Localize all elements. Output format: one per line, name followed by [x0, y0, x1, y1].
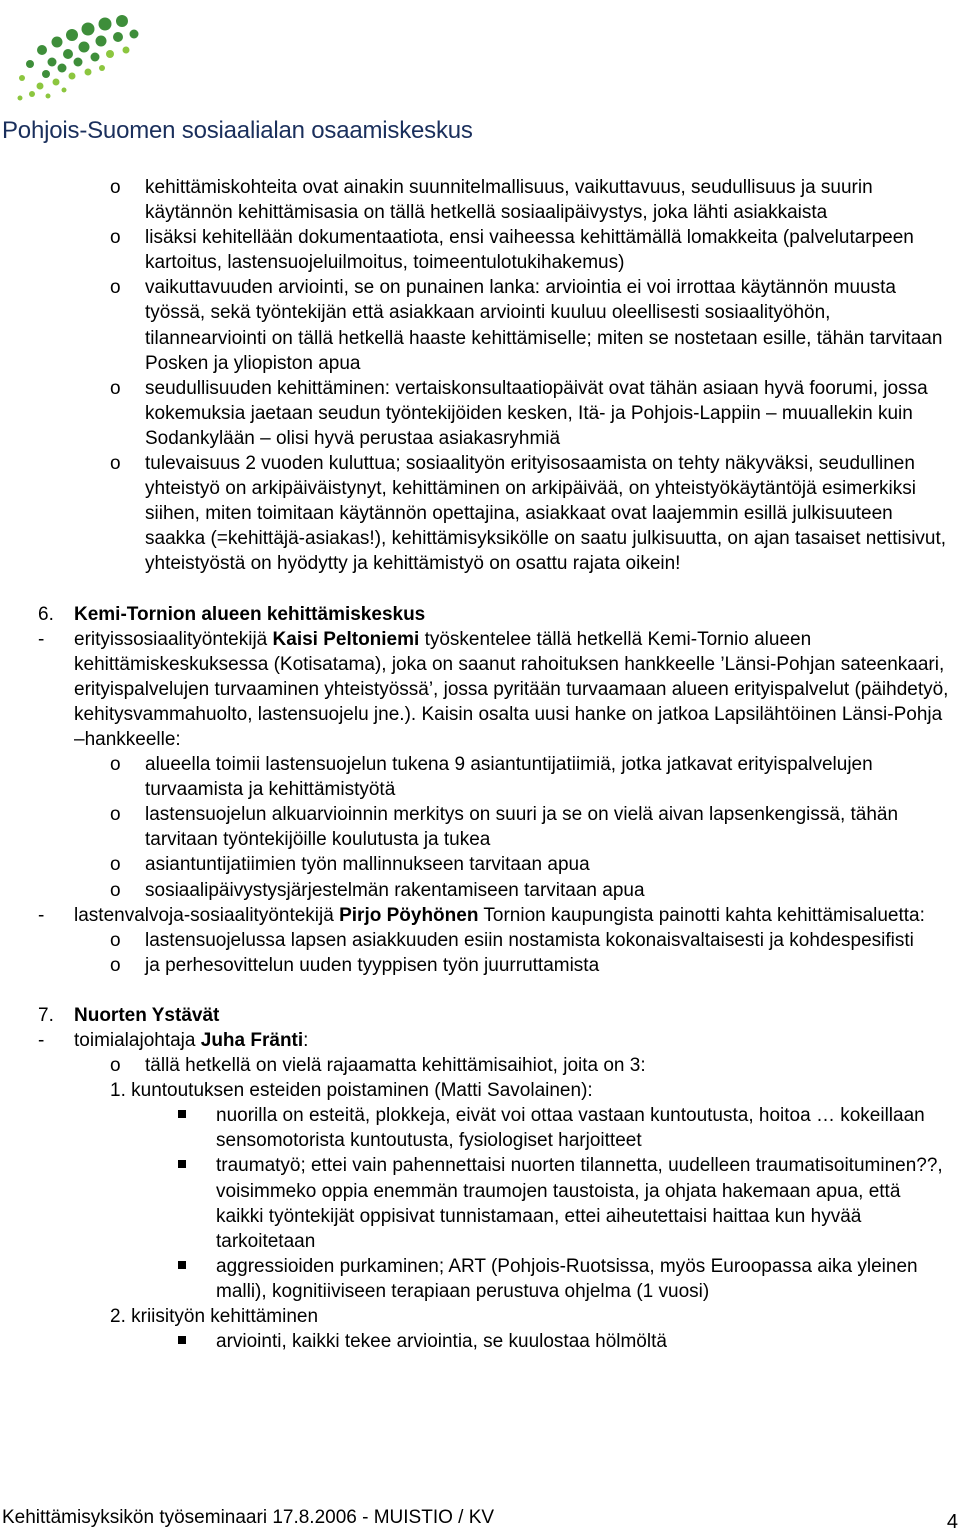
list-item: o asiantuntijatiimien työn mallinnukseen tarvitaan apua — [110, 854, 590, 876]
list-item: arviointi, kaikki tekee arviointia, se kuulostaa hölmöltä — [38, 1329, 953, 1354]
numbered-item: 2. kriisityön kehittäminen — [110, 1306, 319, 1328]
list-item: o lastensuojelussa lapsen asiakkuuden esiin nostamista kokonaisvaltaisesti ja kohdespesifisti — [110, 929, 914, 951]
list-item: o kehittämiskohteita ovat ainakin suunnitelmallisuus, vaikuttavuus, seudullisuus ja suurin käytännön kehittämisasia on tällä hetkellä sosiaalipäivystys, joka lähti asiakkaista — [110, 177, 873, 224]
list-item: o ja perhesovittelun uuden tyyppisen työn juurruttamista — [110, 954, 600, 976]
list-item: - toimialajohtaja Juha Fränti: — [38, 1030, 309, 1051]
list-item: o lisäksi kehitellään dokumentaatiota, ensi vaiheessa kehittämällä lomakkeita (palvelutarpeen kartoitus, lastensuojeluilmoitus, toimeentulotukihakemus) — [110, 227, 914, 274]
list-item: o sosiaalipäivystysjärjestelmän rakentamiseen tarvitaan apua — [110, 879, 645, 901]
square-bullet-icon — [178, 1261, 186, 1269]
square-bullet-icon — [178, 1160, 186, 1168]
list-item: nuorilla on esteitä, plokkeja, eivät voi ottaa vastaan kuntoutusta, hoitoa … kokeillaan sensomotorista kuntoutusta, fysiologiset harjoitteet — [38, 1103, 953, 1153]
numbered-item: 1. kuntoutuksen esteiden poistaminen (Matti Savolainen): — [110, 1080, 593, 1102]
square-bullet-icon — [178, 1336, 186, 1344]
list-item: aggressioiden purkaminen; ART (Pohjois-Ruotsissa, myös Euroopassa aika yleinen malli), kognitiiviseen terapiaan perustuva ohjelma (1 vuosi) — [38, 1254, 953, 1304]
section-heading: 7. Nuorten Ystävät — [38, 1004, 220, 1026]
organization-name: Pohjois-Suomen sosiaalialan osaamiskeskus — [2, 117, 473, 144]
list-item: o lastensuojelun alkuarvioinnin merkitys on suuri ja se on vielä aivan lapsenkengissä, tähän tarvitaan työntekijöille koulutusta ja tukea — [110, 804, 899, 851]
list-item: o tulevaisuus 2 vuoden kuluttua; sosiaalityön erityisosaamista on tehty näkyväksi, seudullinen yhteistyö on arkipäiväistynyt, kehittäminen on arkipäivää, on yhteistyökäytäntöjä esimerkiksi siihen, miten toimitaan käytännön opettajina, asiakkaat ovat laajemmin esillä julkisuuteen saakka (=kehittäjä-asiakas!), kehittämisyksikölle on saatu julkisuutta, on ajan tasaiset nettisivut, yhteistyöstä on hyödytty ja kehittämistyö on osattu rajata oikein! — [110, 453, 947, 575]
page-number: 4 — [946, 1511, 958, 1531]
list-item: o tällä hetkellä on vielä rajaamatta kehittämisaihiot, joita on 3: — [110, 1055, 646, 1077]
list-item: o vaikuttavuuden arviointi, se on punainen lanka: arviointia ei voi irrottaa käytännön muusta työssä, sekä työntekijän että asiakkaan arviointi kuuluu oleellisesti sosiaalityöhön, tilannearviointi on tällä hetkellä haaste kehittämiselle; miten se nostetaan esille, tähän tarvitaan Posken ja yliopiston apua — [110, 277, 943, 374]
footer-text: Kehittämisyksikön työseminaari 17.8.2006 - MUISTIO / KV — [2, 1507, 495, 1528]
page-footer — [2, 1507, 958, 1529]
list-item: - lastenvalvoja-sosiaalityöntekijä Pirjo Pöyhönen Tornion kaupungista painotti kahta kehittämisaluetta: — [38, 904, 925, 926]
list-item: - erityissosiaalityöntekijä Kaisi Peltoniemi työskentelee tällä hetkellä Kemi-Tornio alueen kehittämiskeskuksessa (Kotisatama), joka on saanut rahoituksen hankkeelle ’Länsi-Pohjan sateenkaari, erityispalvelujen turvaaminen yhteistyössä’, jossa pyritään turvaamaan alueen erityispalvelut (päihdetyö, kehitysvammahuolto, lastensuojelu jne.). Kaisin osalta uusi hanke on jatkoa Lapsilähtöinen Länsi-Pohja –hankkeelle: — [38, 628, 949, 750]
section-heading: 6. Kemi-Tornion alueen kehittämiskeskus — [38, 603, 426, 625]
document-body — [38, 175, 953, 1354]
list-item: o seudullisuuden kehittäminen: vertaiskonsultaatiopäivät ovat tähän asiaan hyvä foorumi, jossa kokemuksia jaetaan seudun työntekijöiden kesken, Itä- ja Pohjois-Lappiin – muuallekin kuin Sodankylään – olisi hyvä perustaa asiakasryhmiä — [110, 377, 928, 449]
list-item: o alueella toimii lastensuojelun tukena 9 asiantuntijatiimiä, jotka jatkavat erityispalvelujen turvaamista ja kehittämistyötä — [110, 754, 873, 801]
square-bullet-icon — [178, 1110, 186, 1118]
list-item: traumatyö; ettei vain pahennettaisi nuorten tilannetta, uudelleen traumatisoituminen??, voisimmeko oppia enemmän traumojen taustoista, ja ohjata hakemaan apua, että kaikki työntekijät oppisivat tunnistamaan, ettei aiheutettaisi haittaa kun hyvää tarkoitetaan — [38, 1153, 953, 1253]
